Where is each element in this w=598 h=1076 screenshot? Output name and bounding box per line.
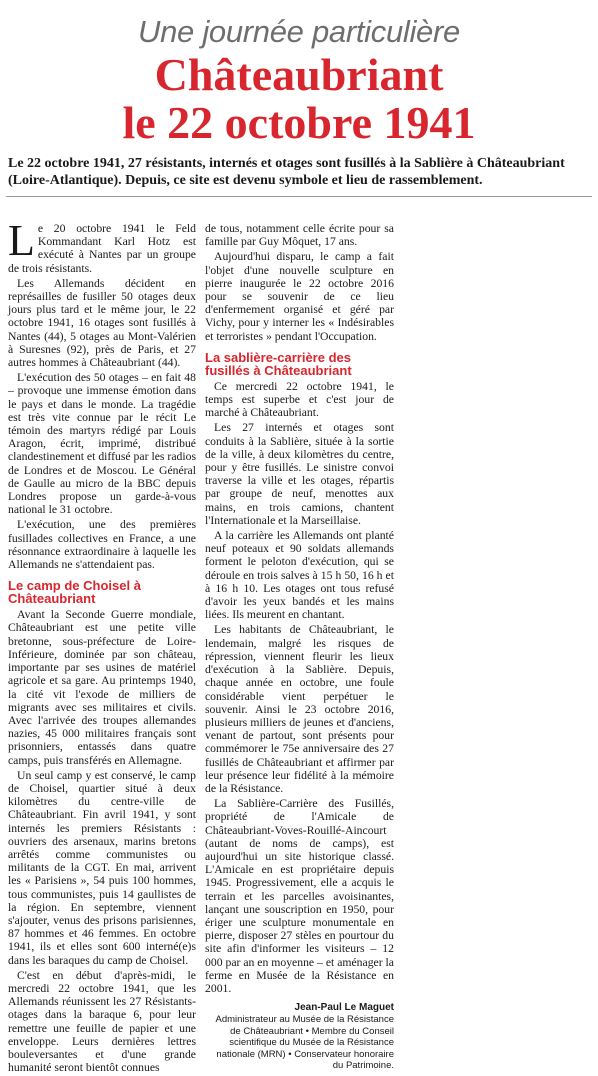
- lead-paragraph: Le 22 octobre 1941, 27 résistants, internés et otages sont fusillés à la Sablière à Châteaubriant (Loire-Atlantique). Depuis, ce site est devenu symbole et lieu de rassemblement.: [8, 156, 565, 188]
- paragraph: A la carrière les Allemands ont planté neuf poteaux et 90 soldats allemands forment le peloton d'exécution, qui se déroule en trois salves à 15 h 50, 16 h et à 16 h 10. Les otages ont tous refusé d'avoir les yeux bandés et les mains liées. Ils meurent en chantant.: [205, 529, 394, 622]
- paragraph: L'exécution des 50 otages – en fait 48 – provoque une immense émotion dans le pays et dans le monde. La tragédie est très vite connue par le récit Le témoin des martyrs rédigé par Louis Aragon, écrit, imprimé, distribué clandestinement et diffusé par les radios de Londres et de Moscou. Le Général de Gaulle au micro de la BBC depuis Londres propose un garde-à-vous national le 31 octobre.: [8, 371, 196, 517]
- paragraph: Aujourd'hui disparu, le camp a fait l'objet d'une nouvelle sculpture en pierre inaugurée le 22 octobre 2016 pour se souvenir de ce lieu d'enfermement organisé et géré par Vichy, pour y interner les « Indésirables et terroristes » pendant l'Occupation.: [205, 250, 394, 343]
- paragraph: Le 20 octobre 1941 le Feld Kommandant Karl Hotz est exécuté à Nantes par un groupe de trois résistants.: [8, 216, 196, 275]
- paragraph: C'est en début d'après-midi, le mercredi 22 octobre 1941, que les Allemands réunissent les 27 Résistants-otages dans la baraque 6, pour leur remettre une feuille de papier et une enveloppe. Leurs dernières lettres bouleversantes et d'une grande humanité seront bientôt connues: [8, 968, 196, 1075]
- subheading-sabliere: La sablière-carrière des fusillés à Châteaubriant: [205, 349, 352, 378]
- paragraph: Les 27 internés et otages sont conduits à la Sablière, située à la sortie de la ville, à deux kilomètres du centre, pour y être fusillés. Le sinistre convoi traverse la ville et les otages, répartis par groupe de neuf, menottes aux mains, en trois camions, chantent l'Internationale et la Marseillaise.: [205, 421, 394, 527]
- title-line-2: le 22 octobre 1941: [122, 97, 476, 148]
- title-line-1: Châteaubriant: [154, 49, 444, 100]
- header-divider: [6, 196, 592, 197]
- paragraph: Les Allemands décident en représailles de fusiller 50 otages deux jours plus tard et le même jour, le 22 octobre 1941, 16 otages sont fusillés à Nantes (44), 5 otages au Mont-Valérien à Suresnes (92), près de Paris, et 27 autres hommes à Châteaubriant (44).: [8, 276, 196, 370]
- paragraph: La Sablière-Carrière des Fusillés, propriété de l'Amicale de Châteaubriant-Voves-Rouillé-Aincourt (autant de noms de camps), est aujourd'hui un site historique classé. L'Amicale en est propriétaire depuis 1945. Progressivement, elle a acquis le terrain et les parcelles avoisinantes, lançant une souscription en 1950, pour ériger une sculpture monumentale en pierre, disposer 27 stèles en pourtour du site afin d'informer les visiteurs – 12 000 par an en moyenne – et aménager la ferme en Musée de la Résistance en 2001.: [205, 797, 394, 995]
- column-right: [205, 222, 394, 1072]
- paragraph: Avant la Seconde Guerre mondiale, Châteaubriant est une petite ville bretonne, sous-préfecture de Loire-Inférieure, dominée par son château, importante par ses usines de matériel agricole et sa gare. Au printemps 1940, la cité vit l'exode de milliers de migrants avec ses militaires et civils. Avec l'arrivée des troupes allemandes nazies, 45 000 militaires français sont prisonniers, entassés dans quatre camps, puis transférés en Allemagne.: [8, 608, 196, 767]
- subheading-camp-choisel: Le camp de Choisel à Châteaubriant: [8, 578, 141, 607]
- column-left: [8, 216, 196, 1076]
- paragraph: L'exécution, une des premières fusillades collectives en France, a une résonnance extraordinaire à laquelle les Allemands ne s'attendaient pas.: [8, 518, 196, 572]
- author-name: Jean-Paul Le Maguet: [294, 1002, 394, 1014]
- drop-cap: L: [8, 216, 35, 265]
- paragraph: de tous, notamment celle écrite pour sa famille par Guy Môquet, 17 ans.: [205, 222, 394, 249]
- author-role: Administrateur au Musée de la Résistance de Châteaubriant • Membre du Conseil scientifique du Musée de la Résistance nationale (MRN) • Conservateur honoraire du Patrimoine.: [215, 1014, 394, 1072]
- paragraph: Ce mercredi 22 octobre 1941, le temps est superbe et c'est jour de marché à Châteaubriant.: [205, 379, 394, 420]
- paragraph: Les habitants de Châteaubriant, le lendemain, malgré les risques de répression, viennent fleurir les lieux d'exécution à la Sablière. Depuis, chaque année en octobre, une foule considérable vient perpétuer le souvenir. Ainsi le 23 octobre 2016, plusieurs milliers de jeunes et d'anciens, venant de partout, sont présents pour commémorer le 75e anniversaire des 27 fusillés de Châteaubriant et affirmer par leur présence leur fidélité à la mémoire de la Résistance.: [205, 623, 394, 795]
- paragraph: Un seul camp y est conservé, le camp de Choisel, quartier situé à deux kilomètres du centre-ville de Châteaubriant. Fin avril 1941, y sont internés les premiers Résistants : ouvriers des arsenaux, marins bretons arrêtés comme communistes ou militants de la CGT. En mai, arrivent les « Parisiens », 54 puis 100 hommes, tous communistes, puis 14 gaullistes de la région. En septembre, viennent s'ajouter, venus des prisons parisiennes, 87 hommes et 46 femmes. En octobre 1941, ils et elles sont 600 interné(e)s dans les baraques du camp de Choisel.: [8, 768, 196, 967]
- kicker: Une journée particulière: [138, 14, 460, 49]
